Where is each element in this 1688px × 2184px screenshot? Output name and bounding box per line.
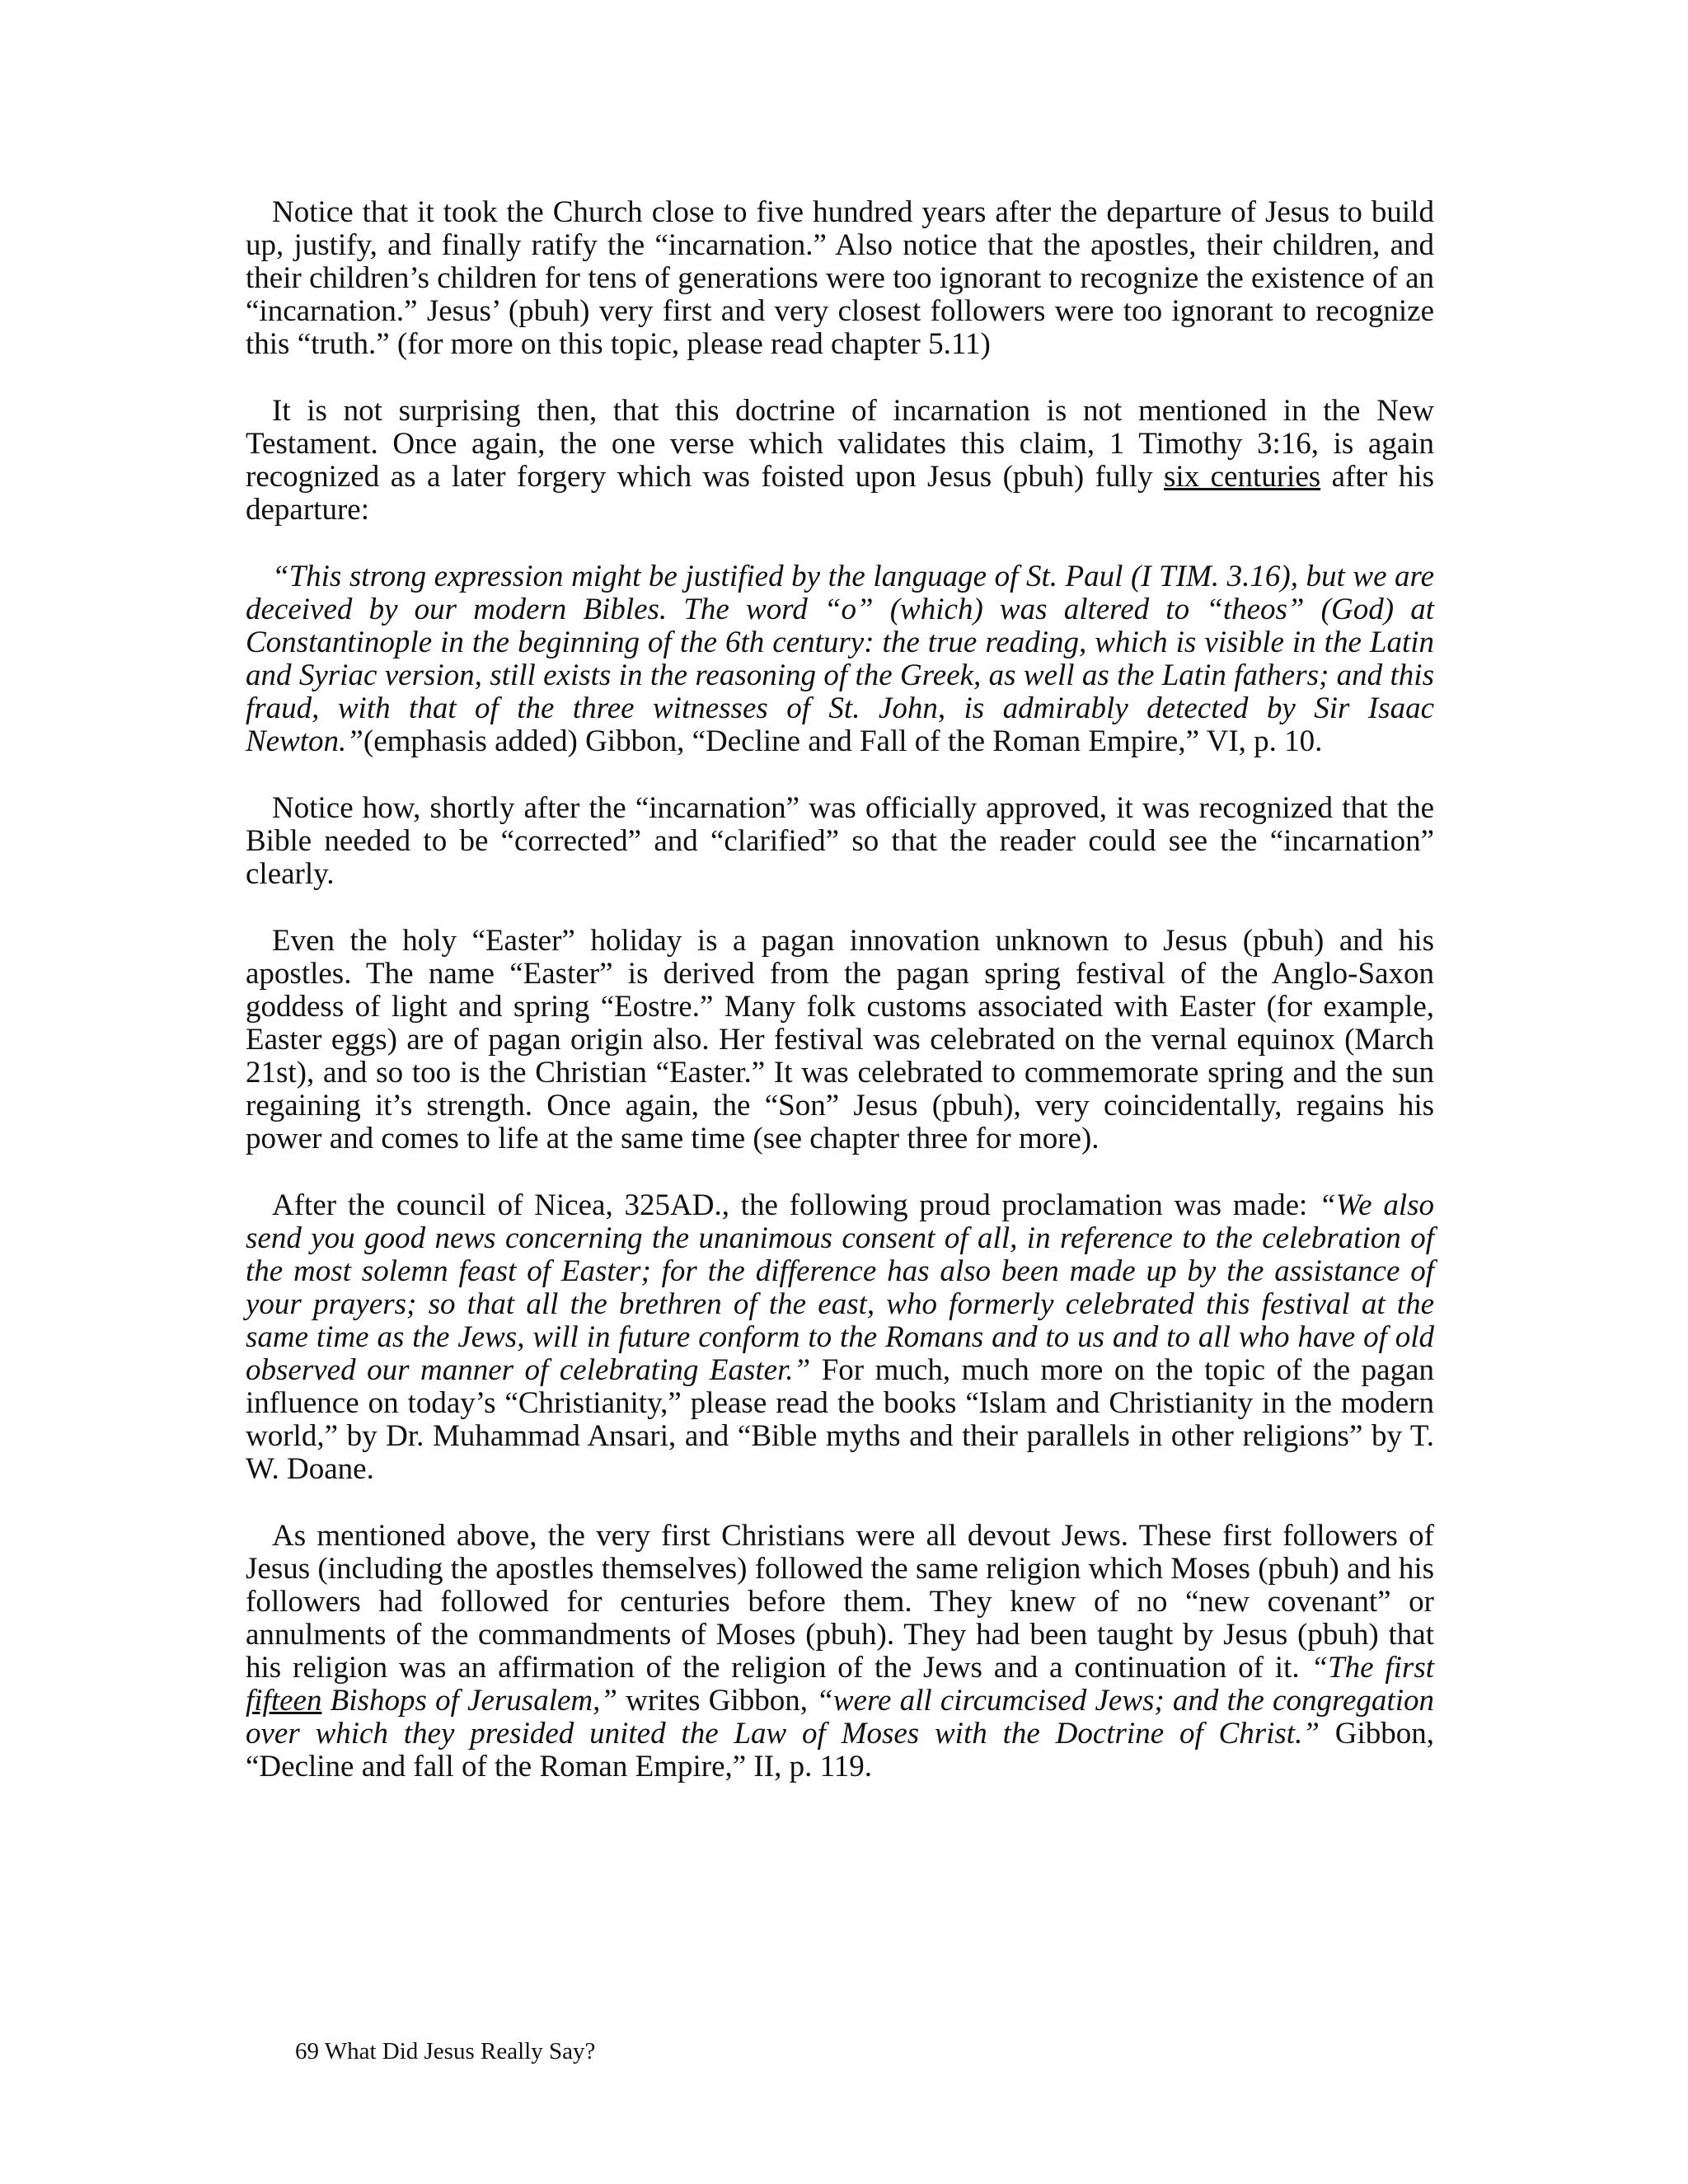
paragraph-text: For much, much more on the topic of the pagan influence on today’s “Christianity,” please read the books “Islam and Christianity in the modern world,” by Dr. Muhammad Ansari, and “Bible myths and their parallels in other religions” by T. W. Doane. xyxy=(246,1353,1434,1486)
paragraph-text: It is not surprising then, that this doctrine of incarnation is not mentioned in the New Testament. Once again, the one verse which validates this claim, 1 Timothy 3:16, is again recognized as a later forgery which was foisted upon Jesus (pbuh) fully xyxy=(246,394,1434,494)
underlined-emphasis: six centuries xyxy=(1164,460,1321,494)
paragraph-gibbon-quote xyxy=(246,560,1434,758)
citation: Gibbon, “Decline and fall of the Roman Empire,” II, p. 119. xyxy=(246,1717,1434,1783)
paragraph-first-christians xyxy=(246,1520,1434,1783)
paragraph-easter-origin: Even the holy “Easter” holiday is a pagan innovation unknown to Jesus (pbuh) and his apostles. The name “Easter” is derived from the pagan spring festival of the Anglo-Saxon goddess of light and spring “Eostre.” Many folk customs associated with Easter (for example, Easter eggs) are of pagan origin also. Her festival was celebrated on the vernal equinox (March 21st), and so too is the Christian “Easter.” It was celebrated to commemorate spring and the sun regaining it’s strength. Once again, the “Son” Jesus (pbuh), very coincidentally, regains his power and comes to life at the same time (see chapter three for more). xyxy=(246,924,1434,1155)
citation: (emphasis added) Gibbon, “Decline and Fall of the Roman Empire,” VI, p. 10. xyxy=(363,724,1323,758)
paragraph-council-of-nicea xyxy=(246,1189,1434,1486)
paragraph-bible-corrected: Notice how, shortly after the “incarnation” was officially approved, it was recognized that the Bible needed to be “corrected” and “clarified” so that the reader could see the “incarnation” clearly. xyxy=(246,791,1434,891)
document-body xyxy=(246,196,1434,1817)
italic-quote: “The first xyxy=(1311,1651,1434,1685)
italic-quote: “We also send you good news concerning the unanimous consent of all, in reference to the celebration of the most solemn feast of Easter; for the difference has also been made up by the assistance of your prayers; so that all the brethren of the east, who formerly celebrated this festival at the same time as the Jews, will in future conform to the Romans and to us and to all who have of old observed our manner of celebrating Easter.” xyxy=(246,1188,1434,1387)
paragraph-new-testament-forgery xyxy=(246,395,1434,527)
paragraph-text: writes Gibbon, xyxy=(617,1684,817,1718)
paragraph-text: after his departure: xyxy=(246,460,1434,527)
underlined-emphasis: fifteen xyxy=(246,1684,322,1718)
italic-quote: Bishops of Jerusalem,” xyxy=(321,1684,617,1718)
page-footer: 69 What Did Jesus Really Say? xyxy=(295,2038,596,2064)
italic-quote: “were all circumcised Jews; and the congregation over which they presided united the Law of Moses with the Doctrine of Christ.” xyxy=(246,1684,1434,1750)
paragraph-text: As mentioned above, the very first Christians were all devout Jews. These first followers of Jesus (including the apostles themselves) followed the same religion which Moses (pbuh) and his followers had followed for centuries before them. They knew of no “new covenant” or annulments of the commandments of Moses (pbuh). They had been taught by Jesus (pbuh) that his religion was an affirmation of the religion of the Jews and a continuation of it. xyxy=(246,1519,1434,1685)
paragraph-incarnation-timeline: Notice that it took the Church close to five hundred years after the departure of Jesus to build up, justify, and finally ratify the “incarnation.” Also notice that the apostles, their children, and their children’s children for tens of generations were too ignorant to recognize the existence of an “incarnation.” Jesus’ (pbuh) very first and very closest followers were too ignorant to recognize this “truth.” (for more on this topic, please read chapter 5.11) xyxy=(246,195,1434,361)
italic-quote: “This strong expression might be justified by the language of St. Paul (I TIM. 3.16), but we are deceived by our modern Bibles. The word “o” (which) was altered to “theos” (God) at Constantinople in the beginning of the 6th century: the true reading, which is visible in the Latin and Syriac version, still exists in the reasoning of the Greek, as well as the Latin fathers; and this fraud, with that of the three witnesses of St. John, is admirably detected by Sir Isaac Newton.” xyxy=(246,560,1434,758)
paragraph-text: After the council of Nicea, 325AD., the following proud proclamation was made: xyxy=(272,1188,1320,1222)
